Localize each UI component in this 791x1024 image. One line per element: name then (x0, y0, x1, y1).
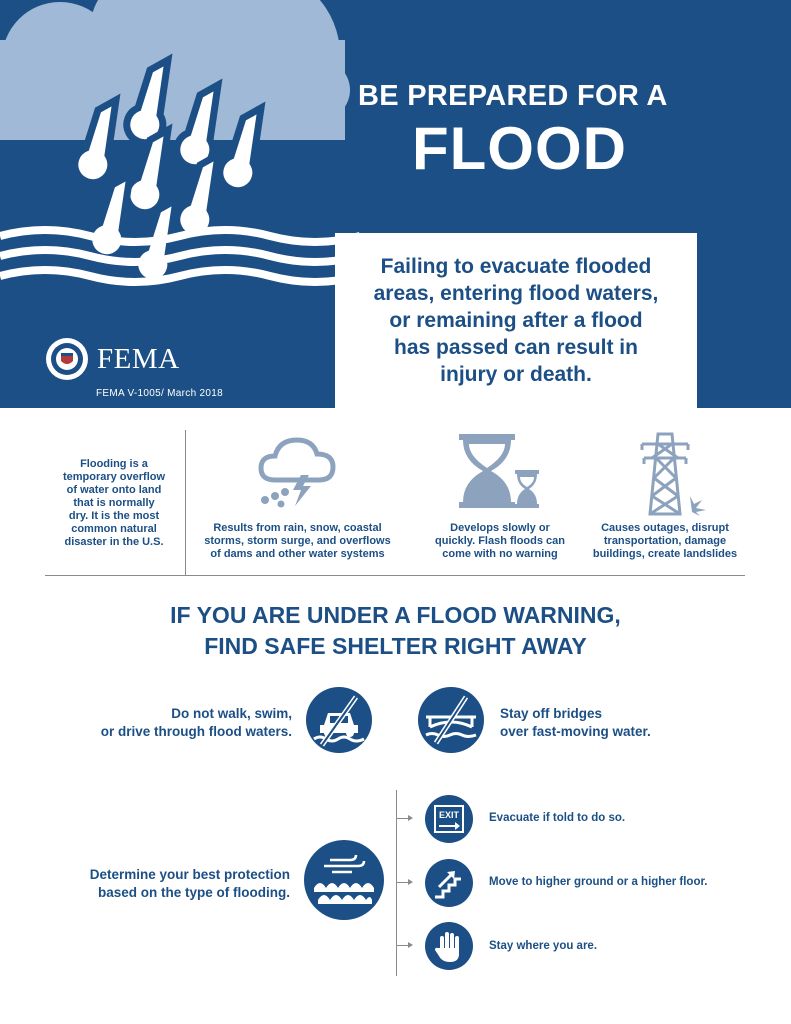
warning-line: Failing to evacuate flooded (380, 255, 652, 278)
bridge-icon (418, 687, 484, 753)
caption-line: storms, storm surge, and overflows (204, 535, 391, 547)
exit-label: EXIT (438, 810, 460, 820)
hand-stop-icon (425, 922, 473, 970)
caption-line: Causes outages, disrupt (601, 522, 729, 534)
flood-facts-row (45, 430, 745, 576)
flood-definition (45, 458, 183, 549)
flood-warning-heading (0, 600, 791, 662)
caption-line: Develops slowly or (450, 522, 550, 534)
fact-caption (195, 522, 400, 561)
title-line-1: BE PREPARED FOR A (358, 80, 668, 112)
warning-line: injury or death. (440, 363, 592, 386)
water-waves-icon (0, 230, 360, 282)
definition-line: dry. It is the most (68, 510, 160, 522)
hero-banner (0, 0, 791, 408)
stairs-graphic (425, 859, 473, 907)
definition-line: temporary overflow (62, 471, 166, 483)
fact-caption (410, 522, 590, 561)
no-driving-icon (306, 687, 372, 753)
warning-line: has passed can result in (394, 336, 638, 359)
option-evacuate: Evacuate if told to do so. (489, 812, 626, 824)
cloud-icon (0, 0, 350, 140)
option-stay: Stay where you are. (489, 940, 598, 952)
option-higher-ground: Move to higher ground or a higher floor. (489, 876, 708, 888)
hourglass-icon (455, 430, 545, 512)
power-tower-icon (620, 430, 710, 516)
text-line: Stay off bridges (500, 706, 603, 721)
exit-sign-icon (425, 795, 473, 843)
no-walk-text (60, 705, 292, 741)
text-line: Do not walk, swim, (171, 706, 292, 721)
warning-callout (335, 233, 697, 408)
stairs-up-icon (425, 859, 473, 907)
caption-line: come with no warning (442, 548, 558, 560)
fact-caption (580, 522, 750, 561)
caption-line: buildings, create landslides (592, 548, 738, 560)
fact-impacts (580, 430, 750, 560)
definition-line: of water onto land (66, 484, 162, 496)
document-id: FEMA V-1005/ March 2018 (96, 388, 223, 399)
text-line: Determine your best protection (89, 867, 290, 882)
text-line: based on the type of flooding. (98, 885, 290, 900)
fema-logo (45, 337, 180, 381)
definition-line: Flooding is a (80, 458, 148, 470)
warning-text (335, 253, 697, 388)
fact-causes (195, 430, 400, 560)
caption-line: quickly. Flash floods can (435, 535, 565, 547)
heading-line: IF YOU ARE UNDER A FLOOD WARNING, (170, 602, 621, 628)
caption-line: transportation, damage (603, 535, 727, 547)
warning-line: areas, entering flood waters, (373, 282, 659, 305)
option-pointer (397, 945, 411, 946)
fema-wordmark: FEMA (97, 342, 180, 375)
definition-line: that is normally (73, 497, 155, 509)
dhs-seal-icon (45, 337, 89, 381)
option-pointer (397, 882, 411, 883)
no-bridge-icon (418, 687, 484, 753)
fact-speed (410, 430, 590, 560)
protection-text (50, 866, 290, 902)
text-line: over fast-moving water. (500, 724, 651, 739)
definition-line: disaster in the U.S. (64, 536, 164, 548)
bridges-text (500, 705, 740, 741)
definition-line: common natural (71, 523, 157, 535)
rain-cloud-lightning-icon (253, 430, 343, 510)
option-pointer (397, 818, 411, 819)
title-line-2: FLOOD (412, 115, 627, 182)
caption-line: of dams and other water systems (210, 548, 385, 560)
flood-type-icon (304, 840, 384, 920)
heading-line: FIND SAFE SHELTER RIGHT AWAY (204, 633, 587, 659)
car-in-water-icon (306, 687, 372, 753)
wind-waves-icon (304, 840, 384, 920)
caption-line: Results from rain, snow, coastal (213, 522, 382, 534)
warning-line: or remaining after a flood (389, 309, 643, 332)
exit-sign-graphic (425, 795, 473, 843)
hand-graphic (425, 922, 473, 970)
divider (185, 430, 186, 575)
text-line: or drive through flood waters. (100, 724, 292, 739)
